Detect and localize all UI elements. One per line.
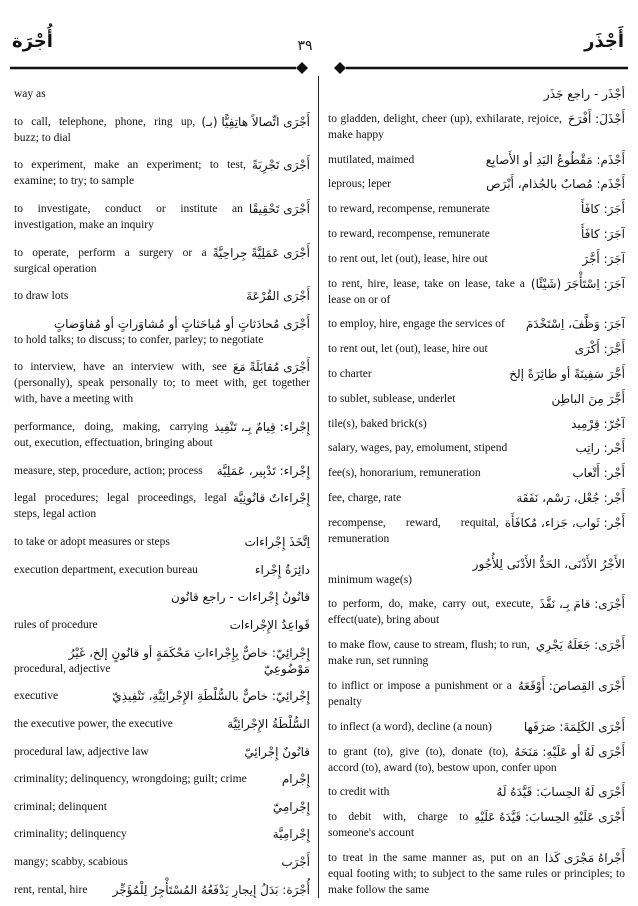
arabic-headword: أَجْرَى عَلَيْهِ الحِسابَ: قَيَّدَهُ عَلَيْهِ <box>474 810 625 825</box>
dictionary-entry <box>14 245 310 277</box>
dictionary-entry <box>328 490 625 506</box>
dictionary-entry <box>328 391 625 407</box>
arabic-headword: أَجْرَى اتِّصالاً هاتِفِيًّا (بـ) <box>201 114 310 129</box>
arabic-headword: إِجْرائِيّ: خاصٌّ بالسُّلْطَةِ الإِجْرائِيَّةِ، تَنْفِيذِيّ <box>112 689 310 704</box>
dictionary-entry <box>328 515 625 547</box>
arabic-headword: دائِرَةُ إِجْراء <box>254 562 310 577</box>
english-definition: the executive power, the executive <box>14 717 173 730</box>
dictionary-entry <box>14 201 310 233</box>
english-definition: to employ, hire, engage the services of <box>328 318 505 331</box>
dictionary-entry <box>328 276 625 308</box>
running-head-right-word: أَجْذَر <box>584 31 624 52</box>
dictionary-entry <box>14 534 310 550</box>
dictionary-entry <box>14 419 310 451</box>
header-rule <box>0 60 638 76</box>
dictionary-entry <box>328 316 625 332</box>
arabic-headword: أَجْرَى لَهُ أو عَلَيْهِ: مَنَحَهُ <box>514 744 625 759</box>
english-definition: to debit with, charge to someone's account <box>328 811 469 840</box>
arabic-headword: إِجْرام <box>281 772 310 787</box>
dictionary-entry <box>328 440 625 456</box>
right-column <box>328 86 625 898</box>
english-definition: to rent out, let (out), lease, hire out <box>328 343 488 356</box>
english-definition: to gladden, delight, cheer (up), exhilarate, rejoice, make happy <box>328 112 562 141</box>
english-definition: criminal; delinquent <box>14 800 107 813</box>
header-rule-left-diamond <box>296 62 308 74</box>
arabic-headword: أَجْذَم: مَقْطُوعُ اليَدِ أو الأَصابِع <box>485 152 625 167</box>
dictionary-entry <box>14 645 310 677</box>
arabic-headword: آجَرَ: اِسْتَأْجَرَ (شَيْئًا) <box>530 276 625 291</box>
english-definition: rules of procedure <box>14 618 98 631</box>
english-definition: fee, charge, rate <box>328 491 402 504</box>
english-definition: to interview, have an interview with, see (personally), speak personally to; to meet with, get together with, have a meeting with <box>14 361 310 406</box>
arabic-headword: إِجْراء: قِيامٌ بِـ، تَنْفِيذ <box>214 420 310 435</box>
arabic-headword: قانُونٌ إِجْرائِيّ <box>244 744 310 759</box>
english-definition: recompense, reward, requital, remuneration <box>328 516 499 545</box>
english-definition: to reward, recompense, remunerate <box>328 203 490 216</box>
dictionary-entry <box>14 490 310 522</box>
english-definition: leprous; leper <box>328 178 391 191</box>
arabic-headword: أَجْرَى عَمَلِيَّةً جِراحِيَّةً <box>212 245 310 260</box>
dictionary-entry <box>328 341 625 357</box>
arabic-headword: اِتَّخَذَ إِجْراءات <box>244 535 310 550</box>
dictionary-entry <box>328 226 625 242</box>
dictionary-entry <box>14 826 310 842</box>
arabic-headword: أَجْرَى القُرْعَةَ <box>246 289 310 304</box>
arabic-headword: أَجْرَى لَهُ الحِسابَ: قَيَّدَهُ لَهُ <box>496 785 625 800</box>
dictionary-entry <box>14 688 310 704</box>
arabic-headword: أَجْرَى تَحْقِيقًا <box>248 201 310 216</box>
arabic-headword: السُّلْطَةُ الإِجْرائِيَّة <box>227 716 310 731</box>
dictionary-entry <box>328 556 625 588</box>
running-head-left-word: أُجْرَة <box>12 31 53 52</box>
dictionary-entry <box>14 854 310 870</box>
arabic-headword: أَجْرَى الكَلِمَةَ: صَرَفَها <box>523 719 625 734</box>
dictionary-entry <box>328 465 625 481</box>
dictionary-entry <box>328 637 625 669</box>
dictionary-entry <box>328 86 625 102</box>
arabic-headword: أَجْرَى مُحادَثاتٍ أو مُباحَثاتٍ أو مُشاوَراتٍ أو مُفاوَضاتٍ <box>53 316 310 331</box>
arabic-headword: أَجْر: ثَواب، جَزاء، مُكافَأَة <box>504 515 625 530</box>
left-column <box>14 86 310 898</box>
arabic-headword: أَجْرَى: قامَ بِـ، نَفَّذَ <box>539 597 625 612</box>
english-definition: performance, doing, making, carrying out, execution, effectuation, bringing about <box>14 421 213 450</box>
dictionary-entry <box>14 771 310 787</box>
arabic-headword: أَجْذَلَ: أَفْرَحَ <box>567 111 625 126</box>
page-number: ٣٩ <box>297 38 313 54</box>
dictionary-entry <box>14 744 310 760</box>
english-definition: to treat in the same manner as, put on an equal footing with; to subject to the same rules or principles; to make follow the same <box>328 851 625 896</box>
dictionary-entry <box>328 152 625 168</box>
english-definition: criminality; delinquency, wrongdoing; guilt; crime <box>14 773 247 786</box>
arabic-headword: آجَرَ: وَظَّفَ، اِسْتَخْدَمَ <box>525 317 625 332</box>
dictionary-entry <box>14 157 310 189</box>
dictionary-entry <box>14 86 310 102</box>
arabic-headword: إِجْرامِيّ <box>272 799 310 814</box>
dictionary-entry <box>328 784 625 800</box>
arabic-headword: أَجْر: راتِب <box>575 441 625 456</box>
arabic-headword-continuation: مَوْضُوعِيّ <box>263 661 310 676</box>
arabic-headword: إِجْراءاتٌ قانُونِيَّة <box>232 491 310 506</box>
dictionary-entry <box>328 719 625 735</box>
arabic-headword: أَجْرَى تَجْرِبَةً <box>251 158 310 173</box>
english-definition: procedural law, adjective law <box>14 745 149 758</box>
english-definition: way as <box>14 88 46 100</box>
arabic-headword: أَجْذَر - راجع جَذَر <box>543 87 625 101</box>
dictionary-entry <box>14 463 310 479</box>
dictionary-entry <box>328 416 625 432</box>
english-definition: mutilated, maimed <box>328 153 415 166</box>
dictionary-entry <box>14 359 310 407</box>
english-definition: to inflect (a word), decline (a noun) <box>328 720 492 733</box>
header-rule-right-diamond <box>334 62 346 74</box>
arabic-headword: إِجْرامِيَّة <box>272 827 310 842</box>
dictionary-entry <box>14 589 310 605</box>
english-definition: to perform, do, make, carry out, execute, effect(uate), bring about <box>328 598 534 627</box>
dictionary-entry <box>14 716 310 732</box>
english-definition: procedural, adjective <box>14 662 111 675</box>
english-definition: to rent, hire, lease, take on lease, take a lease on or of <box>328 277 525 306</box>
english-definition: to experiment, make an experiment; to test, examine; to try; to sample <box>14 159 246 188</box>
arabic-headword: قانُونُ إِجْراءات - راجع قانُون <box>171 590 310 605</box>
column-divider <box>318 76 319 898</box>
arabic-headword: أَجَرَ: كافَأَ <box>581 202 625 217</box>
arabic-headword: آجَرَ: كافَأَ <box>581 226 625 241</box>
arabic-headword: أَجْرَى مُقابَلَةً مَعَ <box>232 360 310 375</box>
english-definition: to inflict or impose a punishment or a penalty <box>328 679 512 708</box>
english-definition: executive <box>14 690 59 703</box>
english-definition: to take or adopt measures or steps <box>14 536 170 549</box>
english-definition: to grant (to), give (to), donate (to), accord (to), award (to), bestow upon, confer upon <box>328 745 557 774</box>
english-definition: to make flow, cause to stream, flush; to run, make run, set running <box>328 639 530 668</box>
arabic-headword: الأَجْرُ الأَدْنَى، الحَدُّ الأَدْنَى لِلأُجُور <box>472 556 625 571</box>
english-definition: execution department, execution bureau <box>14 563 198 576</box>
arabic-headword: آجَرَ: أَجَّرَ <box>582 251 625 266</box>
dictionary-entry <box>14 288 310 304</box>
english-definition: to reward, recompense, remunerate <box>328 227 490 240</box>
english-definition: to draw lots <box>14 290 69 303</box>
dictionary-entry <box>328 809 625 841</box>
arabic-headword: أُجْرَة: بَدَلُ إِيجارٍ يَدْفَعُهُ المُسْتَأْجِرُ لِلْمُؤَجِّر <box>112 882 310 897</box>
arabic-headword: آجُرّ: قِرْمِيد <box>571 416 625 431</box>
english-definition: minimum wage(s) <box>328 573 412 586</box>
dictionary-entry <box>328 596 625 628</box>
arabic-headword: أَجْرَى القِصاصَ: أَوْقَعَهُ <box>517 678 625 693</box>
dictionary-entry <box>328 201 625 217</box>
arabic-headword: أَجْر: أَتْعاب <box>572 466 625 481</box>
dictionary-entry <box>328 251 625 267</box>
dictionary-entry <box>14 617 310 633</box>
arabic-headword: أَجْر: جُعْل، رَسْم، نَفَقَة <box>516 490 625 505</box>
arabic-headword: إِجْرائِيّ: خاصٌّ بِإِجْراءاتِ مَحْكَمَةٍ أو قانُونٍ إلخ، غَيْرُ <box>68 645 310 660</box>
english-definition: to charter <box>328 367 372 380</box>
english-definition: to rent out, let (out), lease, hire out <box>328 252 488 265</box>
dictionary-entry <box>328 744 625 776</box>
english-definition: rent, rental, hire <box>14 883 88 896</box>
dictionary-entry <box>328 678 625 710</box>
english-definition: to credit with <box>328 786 390 799</box>
arabic-headword: أَجَّرَ: أَكْرَى <box>574 342 625 357</box>
english-definition: to operate, perform a surgery or a surgical operation <box>14 246 207 275</box>
english-definition: fee(s), honorarium, remuneration <box>328 467 481 480</box>
arabic-headword: أَجَّرَ سَفِينَةً أو طائِرَةً إلخ <box>509 366 625 381</box>
dictionary-entry <box>14 562 310 578</box>
dictionary-entry <box>14 316 310 348</box>
english-definition: to investigate, conduct or institute an investigation, make an inquiry <box>14 202 243 231</box>
dictionary-entry <box>328 366 625 382</box>
dictionary-entry <box>14 799 310 815</box>
dictionary-entry <box>328 176 625 192</box>
arabic-headword: أَجْذَم: مُصابٌ بالجُذام، أَبْرَص <box>486 177 625 192</box>
arabic-headword: أَجْرَب <box>281 855 310 870</box>
english-definition: to sublet, sublease, underlet <box>328 392 456 405</box>
english-definition: tile(s), baked brick(s) <box>328 417 427 430</box>
english-definition: mangy; scabby, scabious <box>14 856 128 869</box>
dictionary-entry <box>328 111 625 143</box>
english-definition: criminality; delinquency <box>14 828 127 841</box>
dictionary-entry <box>14 882 310 898</box>
arabic-headword: قَواعِدُ الإِجْراءات <box>229 617 310 632</box>
english-definition: salary, wages, pay, emolument, stipend <box>328 442 508 455</box>
dictionary-entry <box>328 850 625 898</box>
arabic-headword: أَجْرَى: جَعَلَهُ يَجْرِي <box>535 638 625 653</box>
arabic-headword: إِجْراء: تَدْبِير، عَمَلِيَّة <box>216 463 310 478</box>
english-definition: to hold talks; to discuss; to confer, parley; to negotiate <box>14 333 264 346</box>
dictionary-entry <box>14 114 310 146</box>
english-definition: to call, telephone, phone, ring up, buzz; to dial <box>14 115 196 144</box>
arabic-headword: أَجَّرَ مِنَ الباطِن <box>551 391 625 406</box>
arabic-headword: أَجْراهُ مَجْرَى كَذا <box>544 850 625 865</box>
english-definition: legal procedures; legal proceedings, legal steps, legal action <box>14 492 227 521</box>
english-definition: measure, step, procedure, action; process <box>14 464 203 477</box>
